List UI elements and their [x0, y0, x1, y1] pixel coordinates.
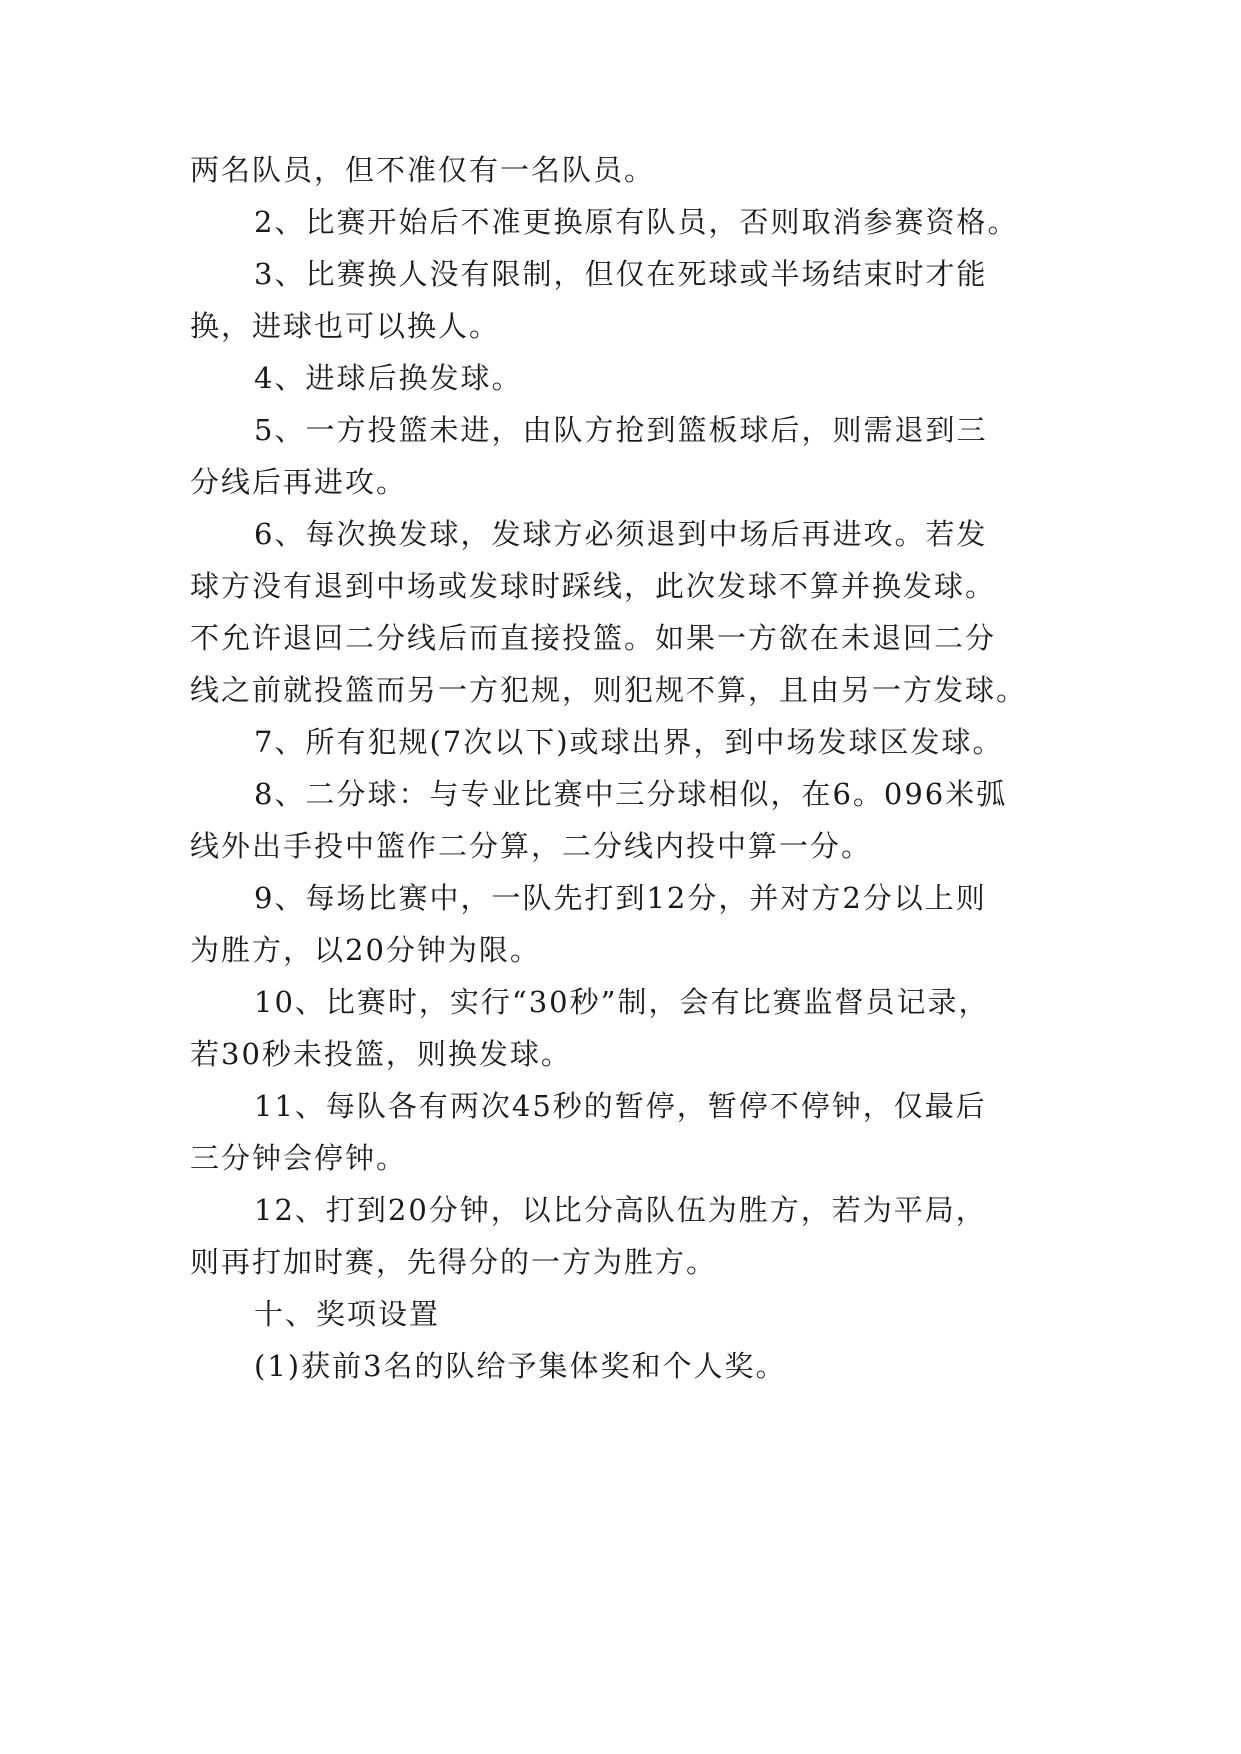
text-line: 线外出手投中篮作二分算，二分线内投中算一分。	[190, 829, 873, 863]
text-line: 7、所有犯规(7次以下)或球出界，到中场发球区发球。	[254, 725, 1004, 759]
text-line: 6、每次换发球，发球方必须退到中场后再进攻。若发	[254, 517, 988, 551]
text-line: 两名队员，但不准仅有一名队员。	[190, 153, 656, 187]
text-line: 线之前就投篮而另一方犯规，则犯规不算，且由另一方发球。	[190, 673, 1028, 707]
text-line: 若30秒未投篮，则换发球。	[190, 1037, 572, 1071]
text-line: 9、每场比赛中，一队先打到12分，并对方2分以上则	[254, 881, 987, 915]
text-line: 分线后再进攻。	[190, 465, 408, 499]
text-line: 2、比赛开始后不准更换原有队员，否则取消参赛资格。	[254, 205, 1019, 239]
text-line: 10、比赛时，实行“30秒”制，会有比赛监督员记录，	[254, 985, 990, 1019]
text-line: 8、二分球：与专业比赛中三分球相似，在6。096米弧	[254, 777, 1008, 811]
text-line: 三分钟会停钟。	[190, 1141, 408, 1175]
text-line: 换，进球也可以换人。	[190, 309, 501, 343]
text-line: 为胜方，以20分钟为限。	[190, 933, 541, 967]
section-heading: 十、奖项设置	[254, 1297, 441, 1331]
text-line: 不允许退回二分线后而直接投篮。如果一方欲在未退回二分	[190, 621, 997, 655]
text-line: (1)获前3名的队给予集体奖和个人奖。	[254, 1349, 787, 1383]
text-line: 12、打到20分钟，以比分高队伍为胜方，若为平局，	[254, 1193, 987, 1227]
text-line: 11、每队各有两次45秒的暂停，暂停不停钟，仅最后	[254, 1089, 987, 1123]
text-line: 球方没有退到中场或发球时踩线，此次发球不算并换发球。	[190, 569, 997, 603]
text-line: 5、一方投篮未进，由队方抢到篮板球后，则需退到三	[254, 413, 988, 447]
text-line: 则再打加时赛，先得分的一方为胜方。	[190, 1245, 718, 1279]
text-line: 3、比赛换人没有限制，但仅在死球或半场结束时才能	[254, 257, 988, 291]
text-line: 4、进球后换发球。	[254, 361, 523, 395]
